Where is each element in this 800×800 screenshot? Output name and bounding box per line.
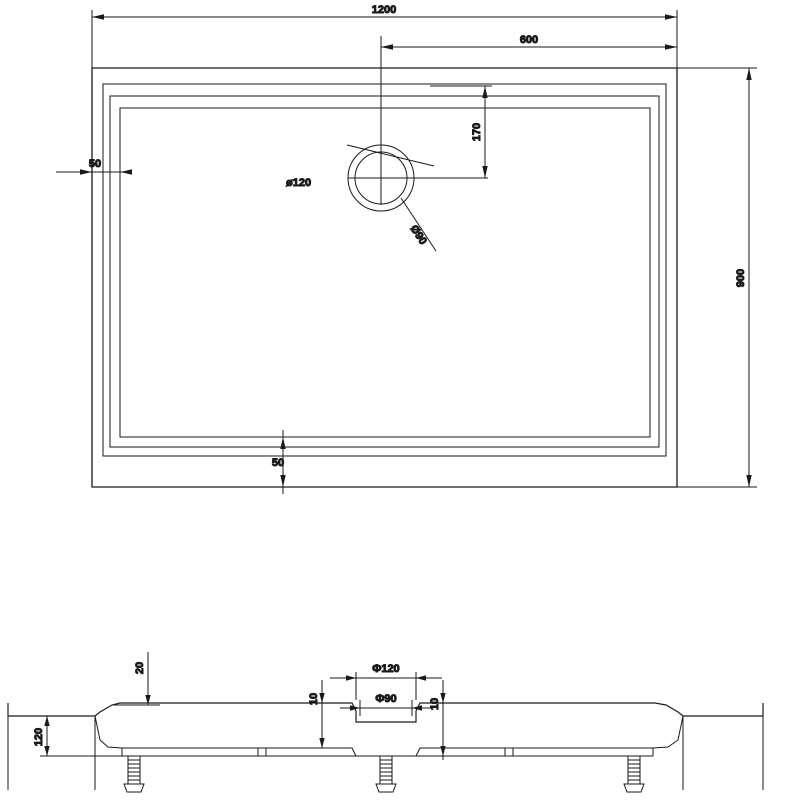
leg-right-foot	[624, 784, 644, 792]
leg-left	[124, 756, 144, 792]
leg-left-foot	[124, 784, 144, 792]
dim-drain-inner-section	[340, 693, 432, 716]
arrow-50-left-in	[80, 169, 92, 174]
dim-label-1200: 1200	[371, 4, 397, 16]
arrow-900-top	[746, 68, 751, 80]
dim-center-length	[381, 34, 677, 95]
arrow-600-left	[381, 44, 393, 49]
section-outer-profile	[8, 703, 763, 722]
dim-label-dia90-top: Ø90	[407, 223, 429, 248]
section-left-wall	[95, 716, 122, 748]
dim-label-170: 170	[471, 122, 483, 142]
arrow-50-bottom-out	[280, 475, 285, 487]
arrow-10-a-bottom	[319, 738, 324, 748]
arrow-50-left-out	[120, 169, 132, 174]
section-legs	[124, 756, 644, 792]
dim-rim-height	[112, 652, 160, 705]
arrow-170-bottom	[482, 166, 487, 178]
tray-inner-outline-2	[110, 96, 659, 447]
dim-edge-bottom	[272, 430, 286, 494]
tray-inner-outline-1	[103, 84, 666, 456]
arrow-10-a-top	[319, 693, 324, 703]
arrow-900-bottom	[746, 475, 751, 487]
section-right-wall	[653, 716, 683, 748]
dim-section-height	[33, 716, 122, 756]
dim-label-phi90: Φ90	[375, 693, 397, 705]
tray-basin-outline	[120, 108, 650, 437]
dim-label-dia120-top: ø120	[286, 177, 312, 189]
section-inner-profile	[122, 748, 653, 756]
dim-edge-left	[56, 158, 132, 175]
dim-label-10-a: 10	[308, 692, 320, 706]
top-view-group	[92, 68, 677, 487]
arrow-phi120-left	[346, 675, 356, 680]
drain-circles-top-view	[348, 95, 488, 211]
section-view-group	[8, 703, 763, 790]
dim-label-10-b: 10	[429, 697, 441, 711]
dim-label-50-left: 50	[88, 158, 102, 170]
dim-label-900: 900	[735, 268, 747, 288]
dim-label-600: 600	[519, 34, 539, 46]
arrow-phi120-right	[416, 675, 426, 680]
tray-outer-outline	[92, 68, 677, 487]
arrow-600-right	[665, 44, 677, 49]
dim-step-depth-1	[308, 680, 325, 748]
arrow-50-bottom-in	[280, 437, 285, 449]
arrow-10-b-top	[440, 693, 445, 703]
dim-drain-offset-top	[430, 86, 492, 178]
arrow-120-bottom	[44, 746, 49, 756]
arrow-120-top	[44, 716, 49, 726]
dim-label-phi120: Φ120	[372, 663, 400, 675]
arrow-10-b-bottom	[440, 746, 445, 756]
dim-overall-width	[677, 68, 757, 487]
leg-right	[624, 756, 644, 792]
arrow-170-top	[482, 86, 487, 98]
dim-label-20: 20	[134, 661, 146, 675]
dim-label-50-bottom: 50	[271, 457, 285, 469]
leg-center	[376, 756, 396, 792]
dim-overall-length	[92, 4, 677, 68]
leg-center-foot	[376, 784, 396, 792]
arrow-1200-left	[92, 14, 104, 19]
arrow-1200-right	[665, 14, 677, 19]
dim-label-120-section: 120	[33, 727, 45, 747]
